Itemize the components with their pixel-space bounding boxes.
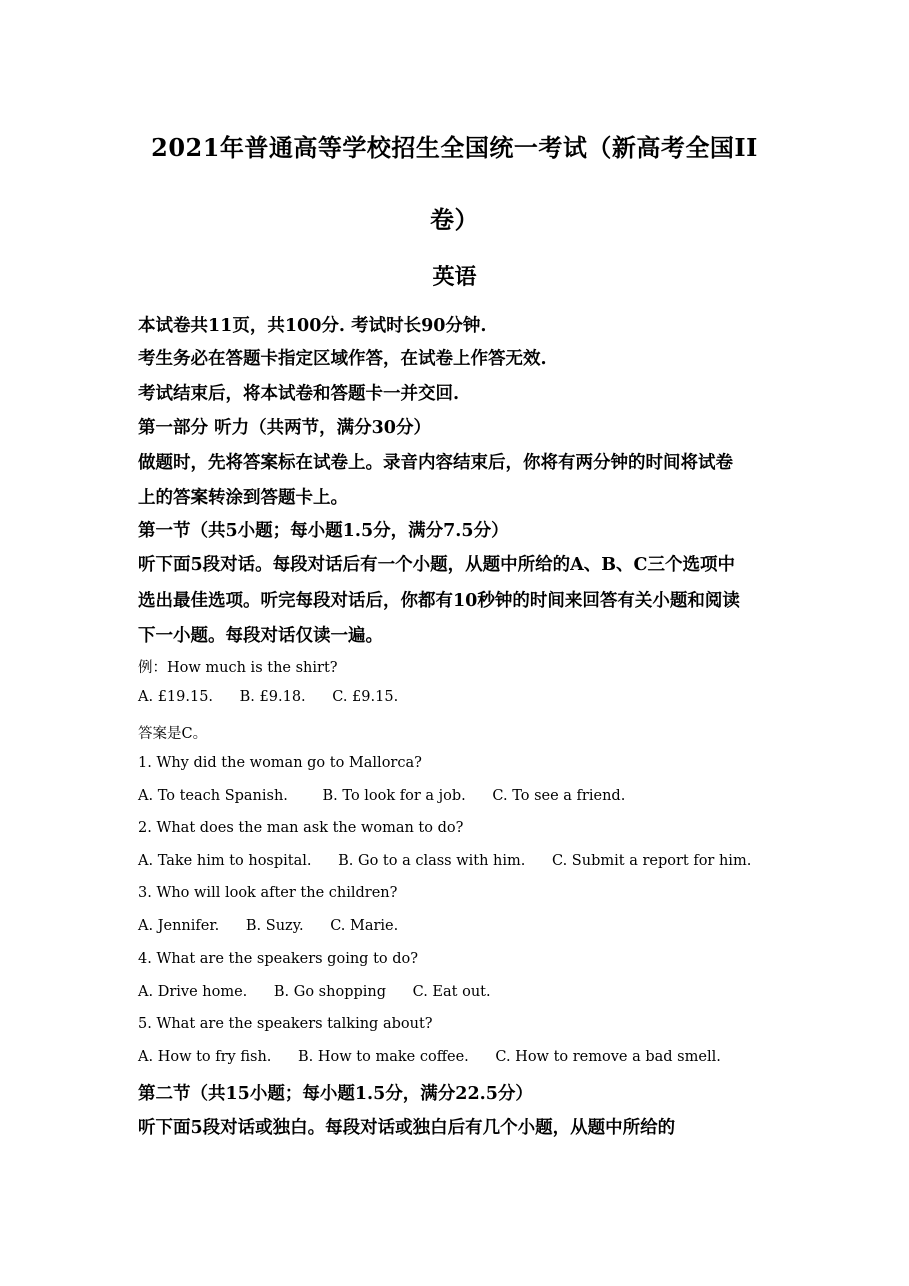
section1-heading: 第一节（共5小题；每小题1.5分，满分7.5分）: [138, 521, 509, 541]
part1-intro-line1: 做题时，先将答案标在试卷上。录音内容结束后，你将有两分钟的时间将试卷: [138, 453, 733, 473]
question-5-option-b: B. How to make coffee.: [298, 1049, 469, 1065]
example-answer: 答案是C。: [138, 726, 208, 742]
section2-intro-line1: 听下面5段对话或独白。每段对话或独白后有几个小题，从题中所给的: [138, 1118, 676, 1138]
question-2-stem: 2. What does the man ask the woman to do?: [138, 820, 464, 836]
section1-intro-line2: 选出最佳选项。听完每段对话后，你都有10秒钟的时间来回答有关小题和阅读: [138, 591, 740, 611]
question-1-option-b: B. To look for a job.: [322, 788, 466, 804]
subject-heading: 英语: [432, 264, 477, 290]
question-5-option-a: A. How to fry fish.: [138, 1049, 272, 1065]
instruction-line-2: 考生务必在答题卡指定区域作答，在试卷上作答无效.: [138, 349, 547, 369]
example-option-c: C. £9.15.: [332, 689, 399, 705]
question-4-option-b: B. Go shopping: [273, 984, 387, 1000]
question-1-option-c: C. To see a friend.: [492, 788, 626, 804]
question-4-options: [138, 984, 778, 1000]
exam-title-line1: 2021年普通高等学校招生全国统一考试（新高考全国II: [151, 133, 758, 162]
instruction-line-1: 本试卷共11页，共100分. 考试时长90分钟.: [138, 316, 487, 336]
question-2-option-c: C. Submit a report for him.: [552, 853, 752, 869]
question-3-stem: 3. Who will look after the children?: [138, 885, 398, 901]
example-question: 例：How much is the shirt?: [138, 660, 338, 676]
question-4-option-a: A. Drive home.: [138, 984, 248, 1000]
exam-title-line2: 卷）: [430, 205, 479, 234]
question-2-option-a: A. Take him to hospital.: [138, 853, 312, 869]
example-option-b: B. £9.18.: [239, 689, 306, 705]
question-2-options: [138, 853, 778, 869]
question-3-options: [138, 918, 778, 934]
instruction-line-3: 考试结束后，将本试卷和答题卡一并交回.: [138, 384, 460, 404]
question-3-option-b: B. Suzy.: [245, 918, 304, 934]
question-3-option-a: A. Jennifer.: [138, 918, 220, 934]
question-1-stem: 1. Why did the woman go to Mallorca?: [138, 755, 422, 771]
example-options: [138, 689, 778, 705]
question-5-options: [138, 1049, 778, 1065]
part1-heading: 第一部分 听力（共两节，满分30分）: [138, 418, 431, 438]
section1-intro-line1: 听下面5段对话。每段对话后有一个小题，从题中所给的A、B、C三个选项中: [138, 555, 735, 575]
section1-intro-line3: 下一小题。每段对话仅读一遍。: [138, 626, 383, 646]
question-3-option-c: C. Marie.: [330, 918, 399, 934]
section2-heading: 第二节（共15小题；每小题1.5分，满分22.5分）: [138, 1084, 533, 1104]
example-option-a: A. £19.15.: [138, 689, 214, 705]
part1-intro-line2: 上的答案转涂到答题卡上。: [138, 488, 348, 508]
question-5-stem: 5. What are the speakers talking about?: [138, 1016, 433, 1032]
question-2-option-b: B. Go to a class with him.: [338, 853, 526, 869]
question-5-option-c: C. How to remove a bad smell.: [495, 1049, 721, 1065]
question-1-option-a: A. To teach Spanish.: [138, 788, 288, 804]
question-1-options: [138, 788, 778, 804]
question-4-stem: 4. What are the speakers going to do?: [138, 951, 419, 967]
question-4-option-c: C. Eat out.: [412, 984, 491, 1000]
